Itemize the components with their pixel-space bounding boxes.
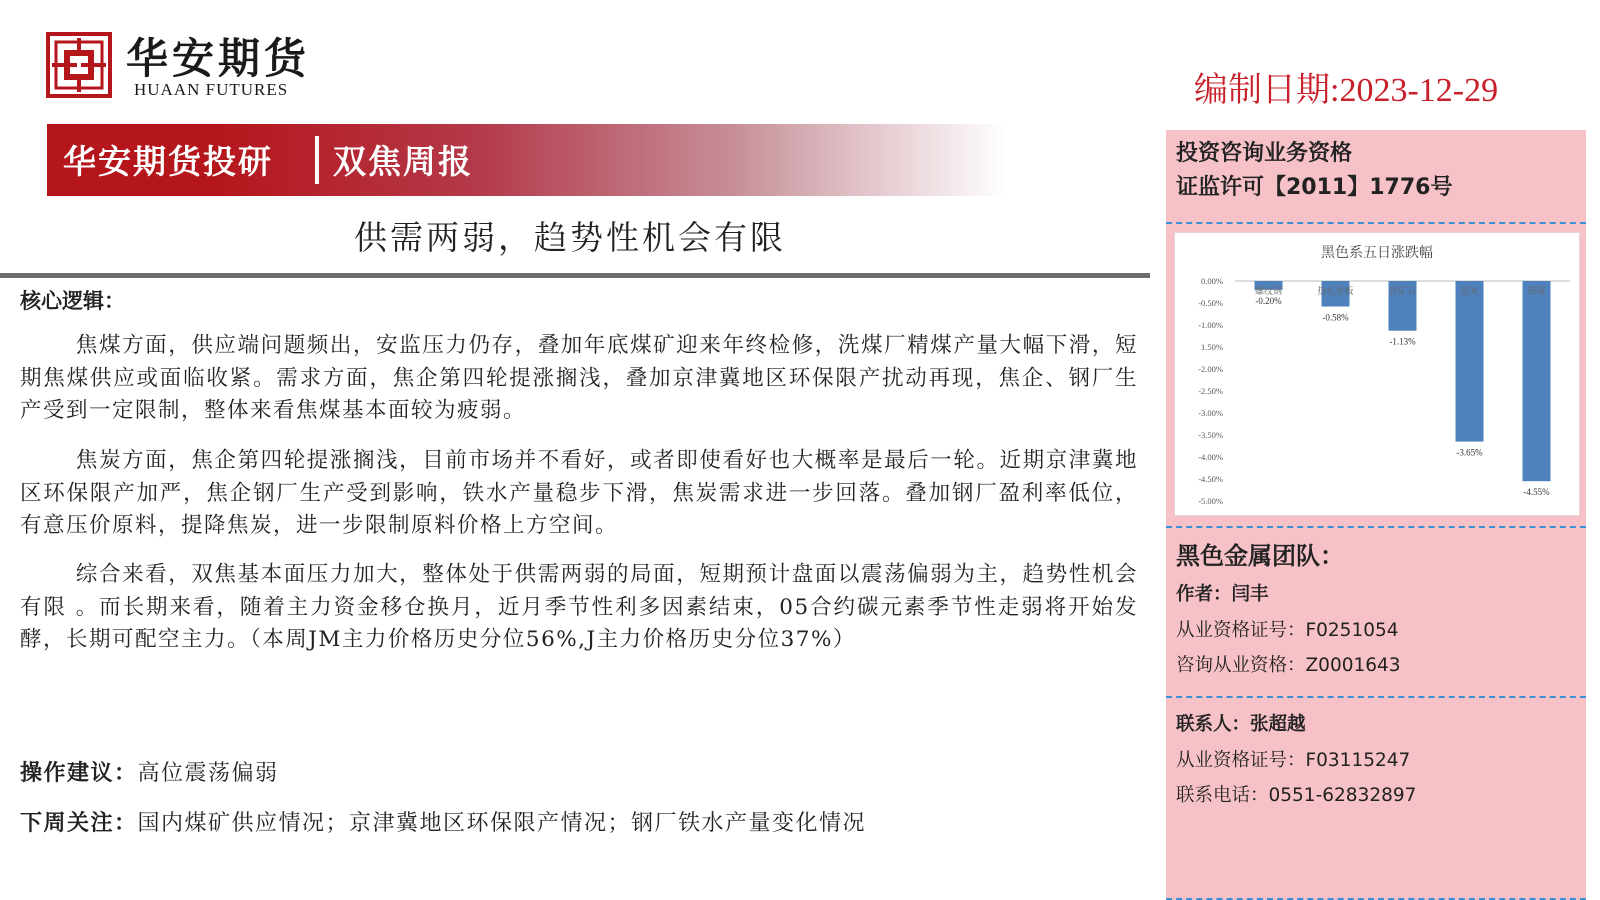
chart-title: 黑色系五日涨跌幅 <box>1321 245 1433 261</box>
y-tick-label: -4.50% <box>1198 474 1223 484</box>
bar-焦炭 <box>1456 281 1484 442</box>
chart-container <box>1174 232 1580 516</box>
y-tick-label: -4.00% <box>1198 452 1223 462</box>
next-week-focus <box>20 806 866 837</box>
y-tick-label: -2.50% <box>1198 386 1223 396</box>
operation-advice <box>20 756 279 787</box>
y-tick-label: -2.00% <box>1198 364 1223 374</box>
y-tick-label: -0.50% <box>1198 298 1223 308</box>
contact-cert-number: 从业资格证号：F03115247 <box>1176 750 1411 771</box>
value-label: -4.55% <box>1523 487 1550 498</box>
title-banner <box>47 124 1007 196</box>
contact-person: 联系人：张超越 <box>1176 714 1306 735</box>
paragraph-coking-coal: 焦煤方面，供应端问题频出，安监压力仍存，叠加年底煤矿迎来年终检修，洗煤厂精煤产量大幅下滑，短期焦煤供应或面临收紧。需求方面，焦企第四轮提涨搁浅，叠加京津冀地区环保限产扰动再现，焦企、钢厂生产受到一定限制，整体来看焦煤基本面较为疲弱。 <box>20 333 1138 423</box>
paragraph-summary: 综合来看，双焦基本面压力加大，整体处于供需两弱的局面，短期预计盘面以震荡偏弱为主，趋势性机会有限 。而长期来看，随着主力资金移仓换月，近月季节性利多因素结束，05合约碳元素季节性走弱将开始发酵，长期可配空主力。（本周JM主力价格历史分位56%,J主力价格历史分位37%） <box>20 562 1138 652</box>
author-consult-number: 咨询从业资格：Z0001643 <box>1176 655 1401 676</box>
advice-label: 操作建议： <box>20 761 138 786</box>
bar-焦煤 <box>1523 281 1551 481</box>
value-label: -0.58% <box>1322 312 1349 323</box>
category-label: 热轧卷板 <box>1317 287 1354 297</box>
qualification-line-1: 投资咨询业务资格 <box>1176 141 1353 166</box>
y-tick-label: -3.00% <box>1198 408 1223 418</box>
huaan-logo-icon <box>46 32 112 98</box>
value-label: -0.20% <box>1255 295 1282 306</box>
headline-divider <box>0 273 1150 278</box>
contact-phone: 联系电话：0551-62832897 <box>1176 785 1417 806</box>
core-logic-title: 核心逻辑： <box>20 289 125 313</box>
compile-date: 编制日期:2023-12-29 <box>1194 72 1499 109</box>
qualification-line-2: 证监许可【2011】1776号 <box>1176 175 1453 200</box>
side-panel <box>1166 130 1586 900</box>
category-label: 焦煤 <box>1527 287 1546 297</box>
advice-text: 高位震荡偏弱 <box>137 761 279 786</box>
y-tick-label: 1.50% <box>1201 342 1223 352</box>
y-tick-label: -1.00% <box>1198 320 1223 330</box>
report-headline: 供需两弱，趋势性机会有限 <box>354 218 786 257</box>
dashed-divider <box>1166 222 1586 224</box>
category-label: 焦炭 <box>1460 287 1479 297</box>
bar-chart <box>1175 233 1579 515</box>
logo-english-name: HUAAN FUTURES <box>134 80 289 99</box>
author-name: 作者：闫丰 <box>1176 584 1269 605</box>
banner-report-title: 双焦周报 <box>333 142 473 181</box>
focus-text: 国内煤矿供应情况；京津冀地区环保限产情况；钢厂铁水产量变化情况 <box>137 811 867 836</box>
dashed-divider <box>1166 526 1586 528</box>
team-title: 黑色金属团队： <box>1176 542 1344 570</box>
value-label: -1.13% <box>1389 336 1416 347</box>
y-tick-label: -5.00% <box>1198 496 1223 506</box>
author-cert-number: 从业资格证号：F0251054 <box>1176 620 1399 641</box>
category-label: 螺纹钢 <box>1254 287 1283 297</box>
value-label: -3.65% <box>1456 447 1483 458</box>
dashed-divider <box>1166 696 1586 698</box>
y-tick-label: 0.00% <box>1201 276 1223 286</box>
focus-label: 下周关注： <box>20 811 138 836</box>
paragraph-coke: 焦炭方面，焦企第四轮提涨搁浅，目前市场并不看好，或者即使看好也大概率是最后一轮。近期京津冀地区环保限产加严，焦企钢厂生产受到影响，铁水产量稳步下滑，焦炭需求进一步回落。叠加钢厂盈利率低位，有意压价原料，提降焦炭，进一步限制原料价格上方空间。 <box>20 448 1138 538</box>
logo-chinese-name: 华安期货 <box>126 34 311 83</box>
banner-divider <box>315 136 319 184</box>
y-tick-label: -3.50% <box>1198 430 1223 440</box>
banner-org-title: 华安期货投研 <box>63 142 273 181</box>
category-label: 铁矿石 <box>1388 287 1417 297</box>
